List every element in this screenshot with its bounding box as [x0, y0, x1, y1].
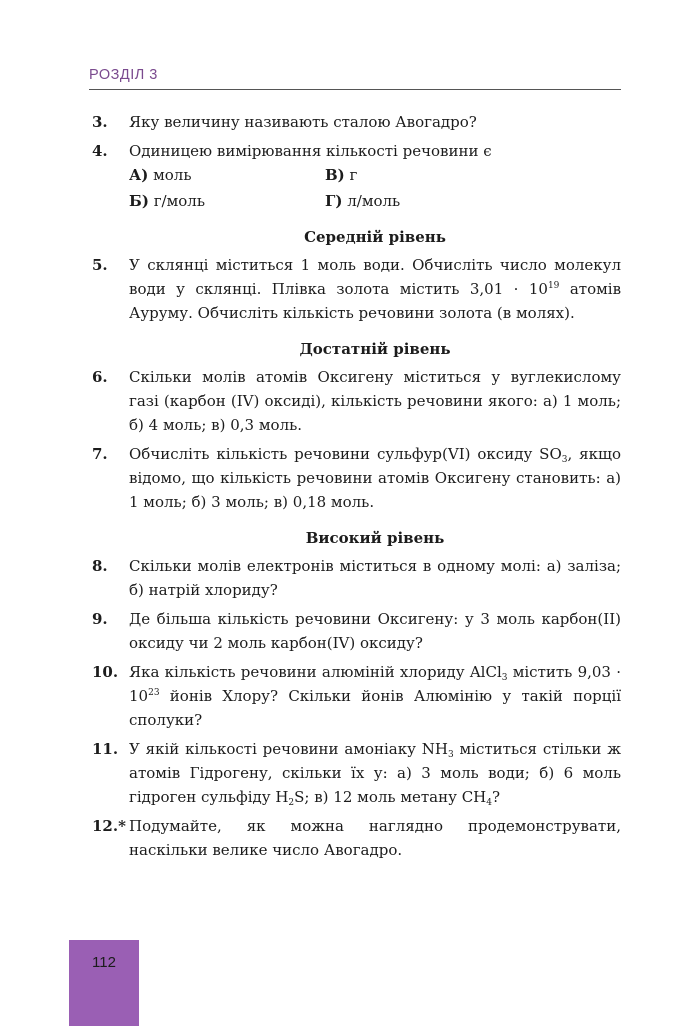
question-text: Обчисліть кількість речовини сульфур(VI) оксиду $SO_3$, якщо відомо, що кількість речовини атомів Оксигену становить: а) 1 моль; б) 3 моль; в) 0,18 моль.: [129, 445, 621, 511]
question-5: [89, 253, 621, 325]
question-number: 11.: [92, 740, 119, 758]
question-number: 5.: [92, 256, 108, 274]
question-text: Де більша кількість речовини Оксигену: у 3 моль карбон(II) оксиду чи 2 моль карбон(IV) оксиду?: [129, 610, 621, 652]
question-number: 3.: [92, 113, 108, 131]
question-number: 7.: [92, 445, 108, 463]
question-text: У якій кількості речовини амоніаку $NH_3$ міститься стільки ж атомів Гідрогену, скільки їх у: а) 3 моль води; б) 6 моль гідроген сульфіду $H_2S$; в) 12 моль метану $CH_4$?: [129, 740, 621, 808]
question-6: [89, 365, 621, 437]
question-10: [89, 660, 621, 732]
option-g: Г) л/моль: [325, 192, 401, 210]
chapter-header: РОЗДІЛ 3: [89, 67, 158, 83]
question-11: [89, 737, 621, 809]
question-7: [89, 442, 621, 514]
question-12: [89, 814, 621, 862]
question-text: Подумайте, як можна наглядно продемонструвати, наскільки велике число Авогадро.: [129, 817, 621, 859]
page-number-tab: [69, 940, 139, 1026]
question-text: У склянці міститься 1 моль води. Обчисліть число молекул води у склянці. Плівка золота містить $3,01 \cdot 10^{19}$ атомів Ауруму. Обчисліть кількість речовини золота (в молях).: [129, 256, 622, 322]
question-number: 12.*: [92, 817, 126, 835]
question-number: 4.: [92, 142, 108, 160]
question-number: 9.: [92, 610, 108, 628]
answer-options: [89, 163, 621, 213]
question-text: Скільки молів атомів Оксигену міститься у вуглекислому газі (карбон (IV) оксиді), кількість речовини якого: а) 1 моль; б) 4 моль; в) 0,3 моль.: [129, 368, 621, 434]
section-heading-high: Високий рівень: [305, 529, 445, 547]
section-heading-sufficient: Достатній рівень: [299, 340, 451, 358]
question-text: Одиницею вимірювання кількості речовини є: [129, 142, 492, 160]
option-a: А) моль: [129, 166, 192, 184]
option-v: В) г: [325, 166, 358, 184]
option-b: Б) г/моль: [129, 192, 205, 210]
question-text: Яку величину називають сталою Авогадро?: [129, 113, 477, 131]
question-number: 8.: [92, 557, 108, 575]
question-4: [89, 139, 621, 163]
header-divider: [89, 89, 621, 90]
exercise-list: [89, 110, 621, 867]
question-3: [89, 110, 621, 134]
question-8: [89, 554, 621, 602]
question-number: 6.: [92, 368, 108, 386]
page-number: 112: [92, 954, 116, 971]
section-heading-medium: Середній рівень: [304, 228, 446, 246]
question-text: Яка кількість речовини алюміній хлориду AlCl$_3$ містить $9,03 \cdot 10^{23}$ йонів Хлору? Скільки йонів Алюмінію у такій порції сполуки?: [129, 663, 621, 729]
question-9: [89, 607, 621, 655]
question-text: Скільки молів електронів міститься в одному молі: а) заліза; б) натрій хлориду?: [129, 557, 621, 599]
question-number: 10.: [92, 663, 119, 681]
